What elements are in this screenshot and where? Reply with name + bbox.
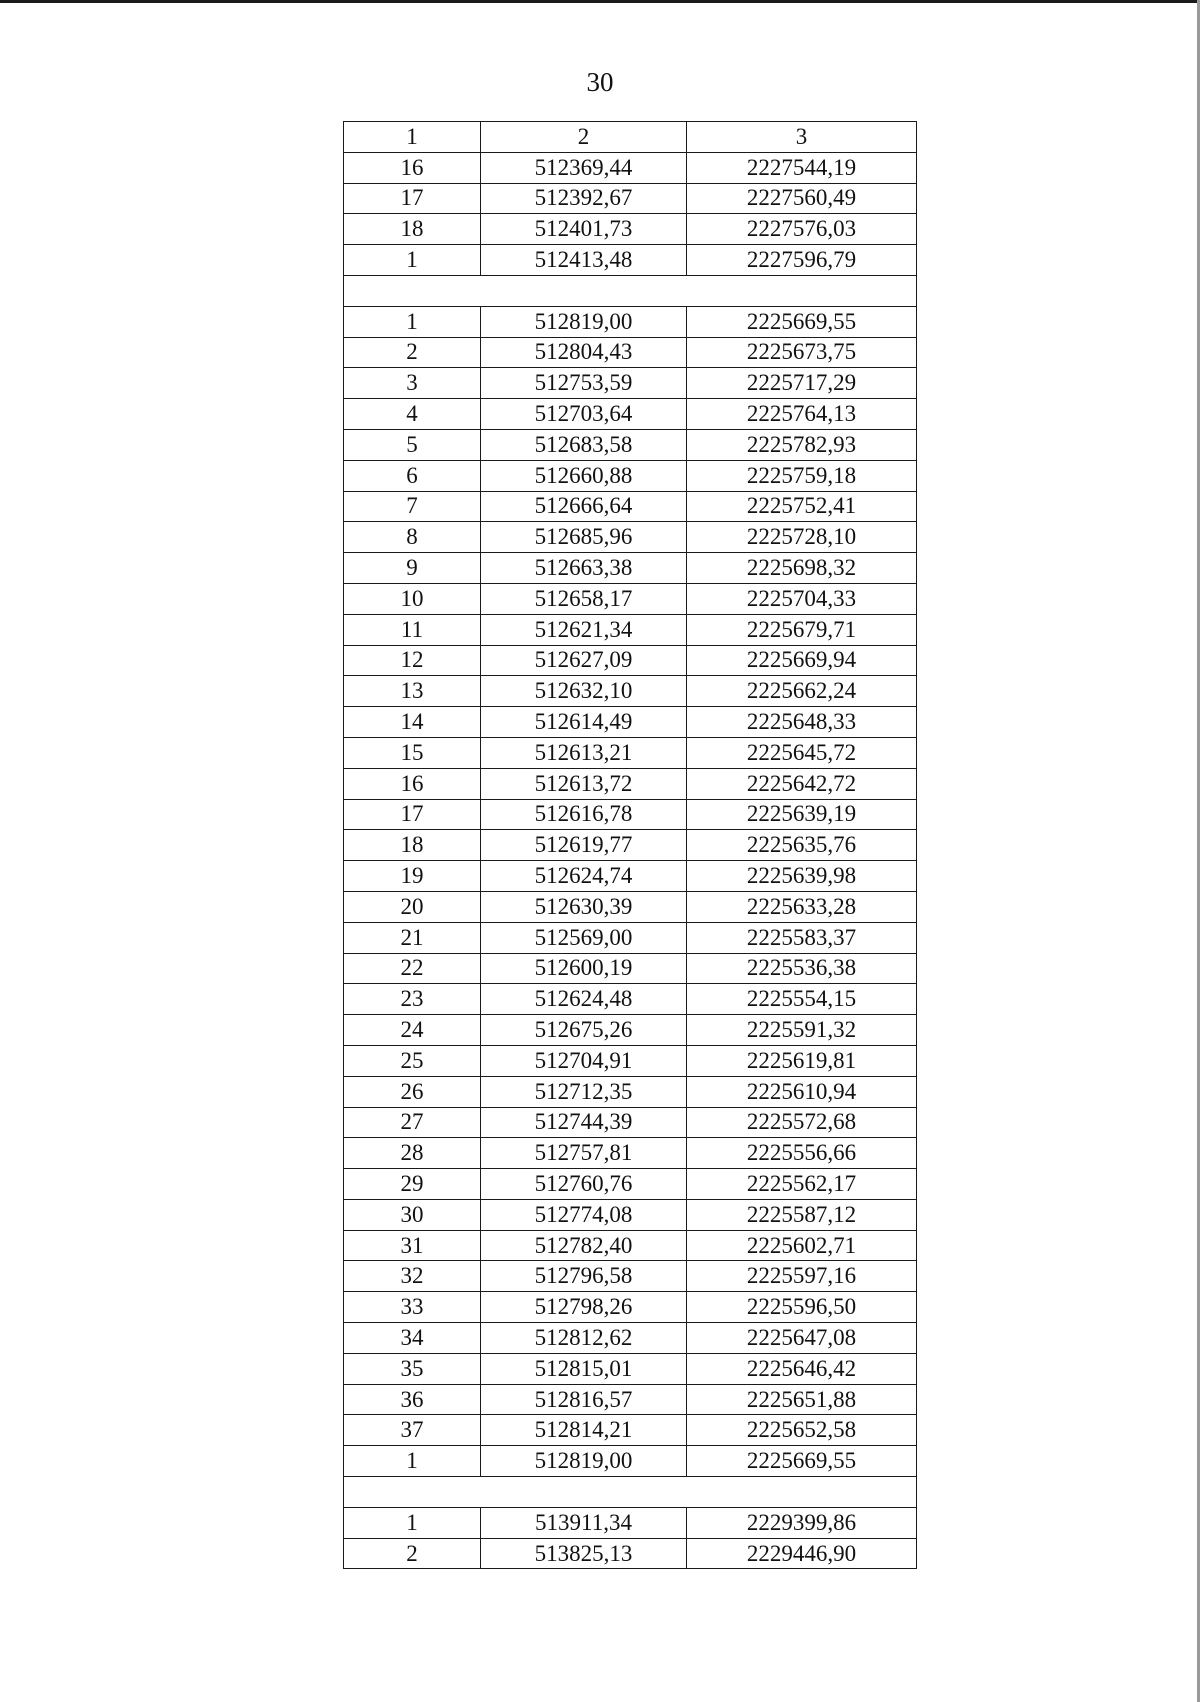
x-coordinate-cell: 512685,96 xyxy=(481,522,687,553)
point-number-cell: 20 xyxy=(344,891,481,922)
x-coordinate-cell: 512660,88 xyxy=(481,460,687,491)
table-row xyxy=(344,922,917,953)
x-coordinate-cell: 512683,58 xyxy=(481,429,687,460)
table-header-row xyxy=(344,122,917,153)
table-row xyxy=(344,583,917,614)
table-row xyxy=(344,1538,917,1569)
x-coordinate-cell: 512760,76 xyxy=(481,1169,687,1200)
point-number-cell: 21 xyxy=(344,922,481,953)
y-coordinate-cell: 2227596,79 xyxy=(687,245,917,276)
point-number-cell: 28 xyxy=(344,1138,481,1169)
table-row xyxy=(344,645,917,676)
point-number-cell: 8 xyxy=(344,522,481,553)
x-coordinate-cell: 512632,10 xyxy=(481,676,687,707)
table-row xyxy=(344,1384,917,1415)
table-row xyxy=(344,1169,917,1200)
x-coordinate-cell: 512814,21 xyxy=(481,1415,687,1446)
point-number-cell: 15 xyxy=(344,737,481,768)
x-coordinate-cell: 512819,00 xyxy=(481,1446,687,1477)
table-row xyxy=(344,1138,917,1169)
y-coordinate-cell: 2225717,29 xyxy=(687,368,917,399)
y-coordinate-cell: 2225556,66 xyxy=(687,1138,917,1169)
point-number-cell: 36 xyxy=(344,1384,481,1415)
y-coordinate-cell: 2225642,72 xyxy=(687,768,917,799)
y-coordinate-cell: 2225587,12 xyxy=(687,1199,917,1230)
point-number-cell: 23 xyxy=(344,984,481,1015)
x-coordinate-cell: 512619,77 xyxy=(481,830,687,861)
table-row xyxy=(344,614,917,645)
table-row xyxy=(344,953,917,984)
y-coordinate-cell: 2225704,33 xyxy=(687,583,917,614)
x-coordinate-cell: 512704,91 xyxy=(481,1045,687,1076)
y-coordinate-cell: 2225602,71 xyxy=(687,1230,917,1261)
y-coordinate-cell: 2225554,15 xyxy=(687,984,917,1015)
y-coordinate-cell: 2225728,10 xyxy=(687,522,917,553)
point-number-cell: 25 xyxy=(344,1045,481,1076)
x-coordinate-cell: 512569,00 xyxy=(481,922,687,953)
table-row xyxy=(344,1199,917,1230)
coordinates-table-body xyxy=(344,122,917,1569)
x-coordinate-cell: 512675,26 xyxy=(481,1015,687,1046)
x-coordinate-cell: 512613,21 xyxy=(481,737,687,768)
point-number-cell: 22 xyxy=(344,953,481,984)
y-coordinate-cell: 2225662,24 xyxy=(687,676,917,707)
table-row xyxy=(344,1292,917,1323)
x-coordinate-cell: 512796,58 xyxy=(481,1261,687,1292)
separator-cell xyxy=(344,1477,917,1508)
table-row xyxy=(344,522,917,553)
table-row xyxy=(344,460,917,491)
point-number-cell: 16 xyxy=(344,768,481,799)
point-number-cell: 13 xyxy=(344,676,481,707)
point-number-cell: 3 xyxy=(344,368,481,399)
x-coordinate-cell: 512774,08 xyxy=(481,1199,687,1230)
point-number-cell: 27 xyxy=(344,1107,481,1138)
y-coordinate-cell: 2227560,49 xyxy=(687,183,917,214)
point-number-cell: 19 xyxy=(344,861,481,892)
point-number-cell: 33 xyxy=(344,1292,481,1323)
table-row xyxy=(344,429,917,460)
table-row xyxy=(344,676,917,707)
point-number-cell: 10 xyxy=(344,583,481,614)
page-top-border xyxy=(0,0,1200,3)
y-coordinate-cell: 2227544,19 xyxy=(687,152,917,183)
y-coordinate-cell: 2229446,90 xyxy=(687,1538,917,1569)
x-coordinate-cell: 512712,35 xyxy=(481,1076,687,1107)
x-coordinate-cell: 512600,19 xyxy=(481,953,687,984)
y-coordinate-cell: 2225610,94 xyxy=(687,1076,917,1107)
x-coordinate-cell: 512392,67 xyxy=(481,183,687,214)
x-coordinate-cell: 512753,59 xyxy=(481,368,687,399)
point-number-cell: 17 xyxy=(344,183,481,214)
y-coordinate-cell: 2225679,71 xyxy=(687,614,917,645)
table-row xyxy=(344,491,917,522)
point-number-cell: 37 xyxy=(344,1415,481,1446)
y-coordinate-cell: 2225633,28 xyxy=(687,891,917,922)
y-coordinate-cell: 2225673,75 xyxy=(687,337,917,368)
table-row xyxy=(344,737,917,768)
table-row xyxy=(344,399,917,430)
x-coordinate-cell: 512782,40 xyxy=(481,1230,687,1261)
point-number-cell: 2 xyxy=(344,1538,481,1569)
x-coordinate-cell: 512816,57 xyxy=(481,1384,687,1415)
table-row xyxy=(344,830,917,861)
y-coordinate-cell: 2225639,19 xyxy=(687,799,917,830)
table-row xyxy=(344,984,917,1015)
section-separator-row xyxy=(344,1477,917,1508)
y-coordinate-cell: 2225591,32 xyxy=(687,1015,917,1046)
y-coordinate-cell: 2225635,76 xyxy=(687,830,917,861)
column-header-3: 3 xyxy=(687,122,917,153)
x-coordinate-cell: 512744,39 xyxy=(481,1107,687,1138)
table-row xyxy=(344,337,917,368)
y-coordinate-cell: 2225752,41 xyxy=(687,491,917,522)
table-row xyxy=(344,1015,917,1046)
point-number-cell: 35 xyxy=(344,1353,481,1384)
x-coordinate-cell: 512624,48 xyxy=(481,984,687,1015)
y-coordinate-cell: 2225669,55 xyxy=(687,306,917,337)
x-coordinate-cell: 512630,39 xyxy=(481,891,687,922)
y-coordinate-cell: 2225596,50 xyxy=(687,1292,917,1323)
table-row xyxy=(344,1261,917,1292)
table-row xyxy=(344,1446,917,1477)
table-row xyxy=(344,306,917,337)
x-coordinate-cell: 513911,34 xyxy=(481,1507,687,1538)
point-number-cell: 1 xyxy=(344,306,481,337)
table-row xyxy=(344,1353,917,1384)
x-coordinate-cell: 512401,73 xyxy=(481,214,687,245)
point-number-cell: 24 xyxy=(344,1015,481,1046)
x-coordinate-cell: 512666,64 xyxy=(481,491,687,522)
point-number-cell: 6 xyxy=(344,460,481,491)
table-row xyxy=(344,707,917,738)
x-coordinate-cell: 512658,17 xyxy=(481,583,687,614)
table-row xyxy=(344,861,917,892)
y-coordinate-cell: 2225647,08 xyxy=(687,1323,917,1354)
point-number-cell: 31 xyxy=(344,1230,481,1261)
table-row xyxy=(344,799,917,830)
table-row xyxy=(344,1507,917,1538)
y-coordinate-cell: 2225645,72 xyxy=(687,737,917,768)
y-coordinate-cell: 2225652,58 xyxy=(687,1415,917,1446)
y-coordinate-cell: 2225782,93 xyxy=(687,429,917,460)
point-number-cell: 5 xyxy=(344,429,481,460)
x-coordinate-cell: 512616,78 xyxy=(481,799,687,830)
y-coordinate-cell: 2225562,17 xyxy=(687,1169,917,1200)
point-number-cell: 30 xyxy=(344,1199,481,1230)
x-coordinate-cell: 512812,62 xyxy=(481,1323,687,1354)
y-coordinate-cell: 2227576,03 xyxy=(687,214,917,245)
y-coordinate-cell: 2225619,81 xyxy=(687,1045,917,1076)
point-number-cell: 1 xyxy=(344,1446,481,1477)
x-coordinate-cell: 512614,49 xyxy=(481,707,687,738)
point-number-cell: 29 xyxy=(344,1169,481,1200)
y-coordinate-cell: 2225583,37 xyxy=(687,922,917,953)
point-number-cell: 14 xyxy=(344,707,481,738)
x-coordinate-cell: 512663,38 xyxy=(481,553,687,584)
y-coordinate-cell: 2225646,42 xyxy=(687,1353,917,1384)
column-header-1: 1 xyxy=(344,122,481,153)
table-row xyxy=(344,152,917,183)
y-coordinate-cell: 2225764,13 xyxy=(687,399,917,430)
point-number-cell: 11 xyxy=(344,614,481,645)
table-row xyxy=(344,1107,917,1138)
x-coordinate-cell: 513825,13 xyxy=(481,1538,687,1569)
y-coordinate-cell: 2225572,68 xyxy=(687,1107,917,1138)
table-row xyxy=(344,1230,917,1261)
point-number-cell: 17 xyxy=(344,799,481,830)
section-separator-row xyxy=(344,275,917,306)
table-row xyxy=(344,368,917,399)
point-number-cell: 18 xyxy=(344,830,481,861)
table-row xyxy=(344,214,917,245)
page-number: 30 xyxy=(586,67,614,97)
table-row xyxy=(344,1323,917,1354)
table-row xyxy=(344,1076,917,1107)
y-coordinate-cell: 2225651,88 xyxy=(687,1384,917,1415)
point-number-cell: 32 xyxy=(344,1261,481,1292)
table-row xyxy=(344,183,917,214)
coordinates-table xyxy=(343,121,917,1569)
x-coordinate-cell: 512627,09 xyxy=(481,645,687,676)
x-coordinate-cell: 512413,48 xyxy=(481,245,687,276)
y-coordinate-cell: 2225698,32 xyxy=(687,553,917,584)
table-row xyxy=(344,1045,917,1076)
table-row xyxy=(344,245,917,276)
column-header-2: 2 xyxy=(481,122,687,153)
point-number-cell: 1 xyxy=(344,1507,481,1538)
point-number-cell: 7 xyxy=(344,491,481,522)
x-coordinate-cell: 512703,64 xyxy=(481,399,687,430)
point-number-cell: 34 xyxy=(344,1323,481,1354)
y-coordinate-cell: 2225669,55 xyxy=(687,1446,917,1477)
point-number-cell: 1 xyxy=(344,245,481,276)
x-coordinate-cell: 512815,01 xyxy=(481,1353,687,1384)
point-number-cell: 16 xyxy=(344,152,481,183)
x-coordinate-cell: 512798,26 xyxy=(481,1292,687,1323)
table-row xyxy=(344,891,917,922)
y-coordinate-cell: 2225669,94 xyxy=(687,645,917,676)
x-coordinate-cell: 512804,43 xyxy=(481,337,687,368)
point-number-cell: 2 xyxy=(344,337,481,368)
point-number-cell: 4 xyxy=(344,399,481,430)
separator-cell xyxy=(344,275,917,306)
x-coordinate-cell: 512819,00 xyxy=(481,306,687,337)
x-coordinate-cell: 512621,34 xyxy=(481,614,687,645)
point-number-cell: 9 xyxy=(344,553,481,584)
point-number-cell: 26 xyxy=(344,1076,481,1107)
table-row xyxy=(344,768,917,799)
table-row xyxy=(344,553,917,584)
y-coordinate-cell: 2225648,33 xyxy=(687,707,917,738)
y-coordinate-cell: 2229399,86 xyxy=(687,1507,917,1538)
x-coordinate-cell: 512757,81 xyxy=(481,1138,687,1169)
y-coordinate-cell: 2225759,18 xyxy=(687,460,917,491)
x-coordinate-cell: 512613,72 xyxy=(481,768,687,799)
x-coordinate-cell: 512624,74 xyxy=(481,861,687,892)
point-number-cell: 12 xyxy=(344,645,481,676)
y-coordinate-cell: 2225639,98 xyxy=(687,861,917,892)
y-coordinate-cell: 2225597,16 xyxy=(687,1261,917,1292)
point-number-cell: 18 xyxy=(344,214,481,245)
x-coordinate-cell: 512369,44 xyxy=(481,152,687,183)
table-row xyxy=(344,1415,917,1446)
y-coordinate-cell: 2225536,38 xyxy=(687,953,917,984)
